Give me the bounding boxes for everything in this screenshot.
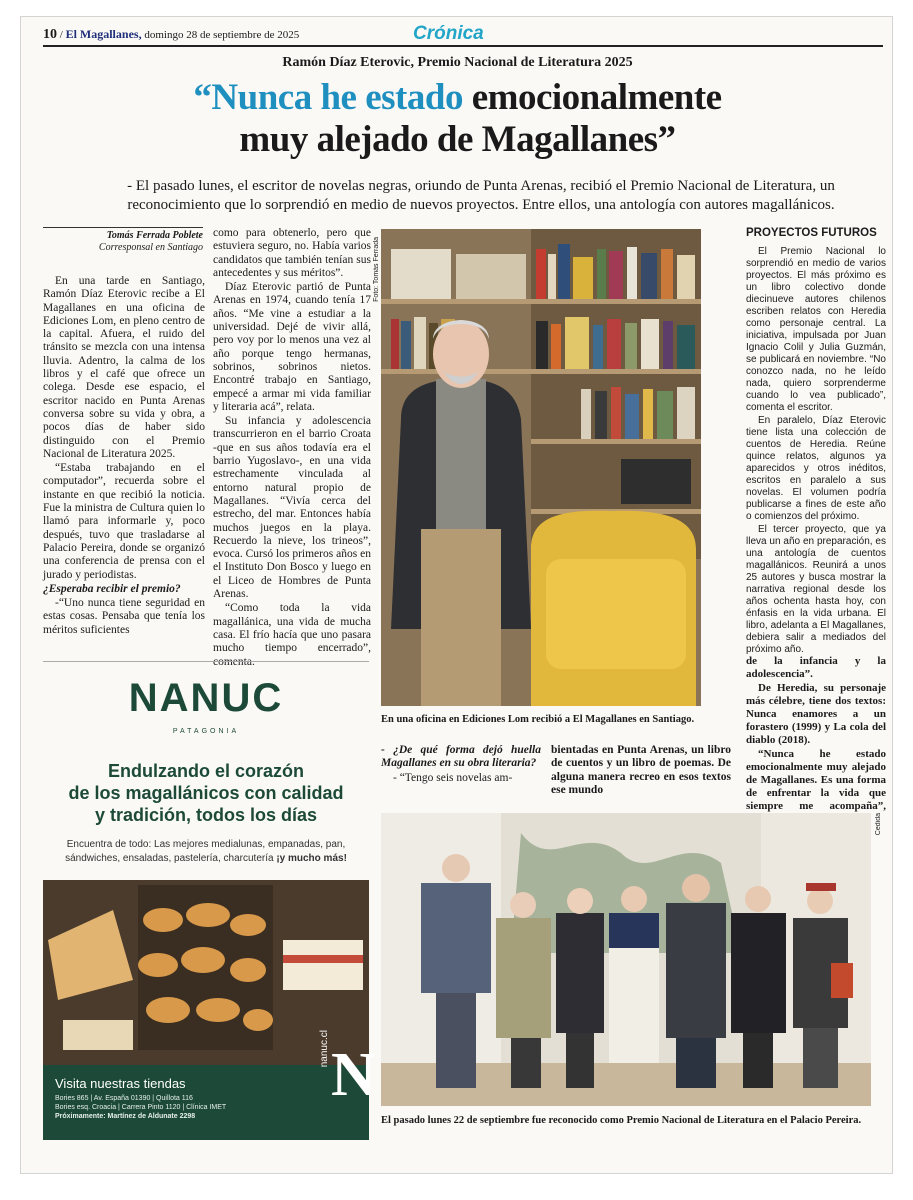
page-header	[43, 25, 883, 47]
ad-brand-logo: NANUC	[128, 676, 284, 720]
ad-store-line: Bories esq. Croacia | Carrera Pinto 1120 | Clínica IMET	[55, 1104, 227, 1111]
sidebar-future-projects	[746, 227, 886, 657]
headline-second-line: muy alejado de Magallanes”	[239, 119, 676, 160]
paragraph: “Como toda la vida magallánica, una vida de mucha casa. El frío hacía que uno pasara mucho tiempo encerrado”, comenta.	[213, 602, 371, 668]
byline-role: Corresponsal en Santiago	[98, 242, 203, 253]
paragraph: “Nunca he estado emocionalmente muy alejado de Magallanes. Es una forma de enfrentar la vida que siempre me acompaña”,	[746, 748, 886, 812]
paragraph: de la infancia y la adolescencia”.	[746, 655, 886, 680]
ad-description	[43, 838, 369, 866]
ad-tagline	[43, 760, 369, 826]
ad-website: nanuc.cl	[319, 1030, 330, 1068]
paragraph: De Heredia, su personaje más célebre, tiene dos textos: Nunca enamores a un forastero (1999) y La cola del diablo (2018).	[746, 682, 886, 746]
photo-award-group	[381, 813, 871, 1106]
paragraph: Díaz Eterovic partió de Punta Arenas en 1974, cuando tenía 17 años. “Me vine a estudiar a la universidad. Dejé de vivir allá, pero voy por lo menos una vez al año porque tengo hermanas, sobrinos, sobrinos nietos. Encontré trabajo en Santiago, empecé a armar mi vida familiar y literaria acá”, relata.	[213, 281, 371, 413]
sidebar-paragraph: El Premio Nacional lo sorprendió en medio de varios proyectos. El más próximo es un libro colectivo donde diecinueve autores chilenos escriben relatos con Heredia como personaje central. La iniciativa, impulsada por Juan Ignacio Colil y Julia Guzmán, se publicará en noviembre. “No conozco nada, no he leído nada, quiero sorprenderme cuando lo vea publicado”, comenta el escritor.	[746, 246, 886, 414]
interview-question: ¿Esperaba recibir el premio?	[43, 582, 181, 595]
paragraph: En una tarde en Santiago, Ramón Díaz Eterovic recibe a El Magallanes en una oficina de Ediciones Lom, en pleno centro de la capital. Afuera, el ruido del tránsito se mezcla con una intensa lluvia. Adentro, la calma de los libros y el café que ofrece un colega. Desde ese espacio, el escritor nacido en Punta Arenas conversa sobre su vida y obra, a pocos días de haber sido distinguido con el Premio Nacional de Literatura 2025.	[43, 275, 205, 460]
ad-store-soon: Próximamente: Martínez de Aldunate 2298	[55, 1113, 196, 1120]
ad-store-list	[55, 1094, 226, 1121]
ad-tagline-line: y tradición, todos los días	[94, 805, 318, 825]
header-date: domingo 28 de septiembre de 2025	[144, 29, 300, 41]
qa-answer-block	[551, 744, 731, 798]
sidebar-paragraph: El tercer proyecto, que ya lleva un año en preparación, es una antología de cuentos magallánicos. Reunirá a unos 25 autores y busca mostrar la narrativa regional desde los años ochenta hasta hoy, con énfasis en la vida urbana. El libro, adelanta a El Magallanes, debiera salir a mediados del próximo año.	[746, 524, 886, 656]
ad-store-line: Bories 865 | Av. España 01390 | Quillota 116	[55, 1095, 193, 1102]
headline-blue-part: “Nunca he estado	[193, 77, 463, 118]
photo-author-office	[381, 229, 701, 706]
sidebar-paragraph: En paralelo, Díaz Eterovic tiene lista una colección de cuentos de Heredia. Reúne quince relatos, algunos ya aparecidos y otros inéditos, escritos en paralelo a sus novelas. El volumen podría publicarse a fines de este año o comienzos del próximo.	[746, 415, 886, 523]
paragraph: Su infancia y adolescencia transcurrieron en el barrio Croata -que en sus años todavía era el barrio Yugoslavo-, en una vida estrechamente vinculada al entorno natural propio de Magallanes. “Vivía cerca del estrecho, del mar. Entonces había muchos juegos en la playa. Recuerdo la nieve, los trineos”, evoca. Cursó los primeros años en el Instituto Don Bosco y luego en el Liceo de Hombres de Punta Arenas.	[213, 415, 371, 601]
section-name: Crónica	[413, 23, 484, 44]
ad-brand-sub: PATAGONIA	[172, 728, 240, 735]
qa-question-block	[381, 744, 541, 786]
article-headline	[21, 77, 894, 161]
page-number: 10	[43, 27, 57, 42]
byline-name: Tomás Ferrada Poblete	[106, 230, 203, 241]
paragraph: “Estaba trabajando en el computador”, recuerda sobre el instante en que recibió la noticia. Fue la ministra de Cultura quien lo llamó para informarle y, poco después, tuvo que trasladarse al Palacio Pereira, donde se organizó una conferencia de prensa con el jurado y periodistas.	[43, 462, 205, 581]
interview-answer: - “Tengo seis novelas am-	[393, 771, 513, 784]
interview-answer: -“Uno nunca tiene seguridad en estas cosas. Pensaba que tenía los méritos suficientes	[43, 597, 205, 636]
sidebar-title: PROYECTOS FUTUROS	[746, 227, 877, 239]
article-column-1	[43, 275, 205, 638]
article-column-4	[746, 655, 886, 827]
photo-author-office-illustration	[381, 229, 701, 706]
photo1-caption: En una oficina en Ediciones Lom recibió a El Magallanes en Santiago.	[381, 714, 695, 725]
header-info	[43, 27, 299, 43]
ad-tagline-line: de los magallánicos con calidad	[68, 783, 344, 803]
photo2-caption: El pasado lunes 22 de septiembre fue reconocido como Premio Nacional de Literatura en el Palacio Pereira.	[381, 1115, 862, 1126]
photo2-credit: Cedida	[875, 813, 882, 836]
ad-description-text: Encuentra de todo: Las mejores medialunas, empanadas, pan, sándwiches, ensaladas, pastelería, charcutería	[65, 839, 346, 864]
article-kicker: Ramón Díaz Eterovic, Premio Nacional de Literatura 2025	[282, 55, 633, 70]
photo-award-group-illustration	[381, 813, 871, 1106]
ad-tagline-line: Endulzando el corazón	[107, 761, 304, 781]
advertisement-nanuc	[43, 661, 376, 1141]
interview-answer-continued: bientadas en Punta Arenas, un libro de cuentos y un libro de poemas. De alguna manera recreo en esos textos ese mundo	[551, 744, 731, 796]
newspaper-page	[20, 16, 893, 1174]
headline-rest-part: emocionalmente	[462, 77, 722, 118]
photo1-credit: Foto: Tomás Ferrada	[373, 237, 380, 302]
ad-visit-stores: Visita nuestras tiendas	[55, 1076, 186, 1091]
ad-description-bold: ¡y mucho más!	[276, 853, 347, 864]
paragraph: como para obtenerlo, pero que estuviera seguro, no. Había varios candidatos que también tenían sus antecedentes y sus méritos”.	[213, 227, 371, 279]
ad-pastry-image	[43, 880, 376, 1140]
header-slash: /	[59, 29, 66, 41]
byline	[43, 227, 203, 254]
paper-name: El Magallanes,	[65, 27, 142, 41]
ad-n-logo-icon: N	[331, 1041, 376, 1109]
interview-question: - ¿De qué forma dejó huella Magallanes en su obra literaria?	[381, 744, 541, 770]
article-column-2	[213, 227, 371, 670]
article-lead: - El pasado lunes, el escritor de novelas negras, oriundo de Punta Arenas, recibió el Premio Nacional de Literatura, un reconocimiento que lo sorprendió en medio de nuevos proyectos. Entre ellos, una antología con autores magallánicos.	[127, 178, 835, 213]
